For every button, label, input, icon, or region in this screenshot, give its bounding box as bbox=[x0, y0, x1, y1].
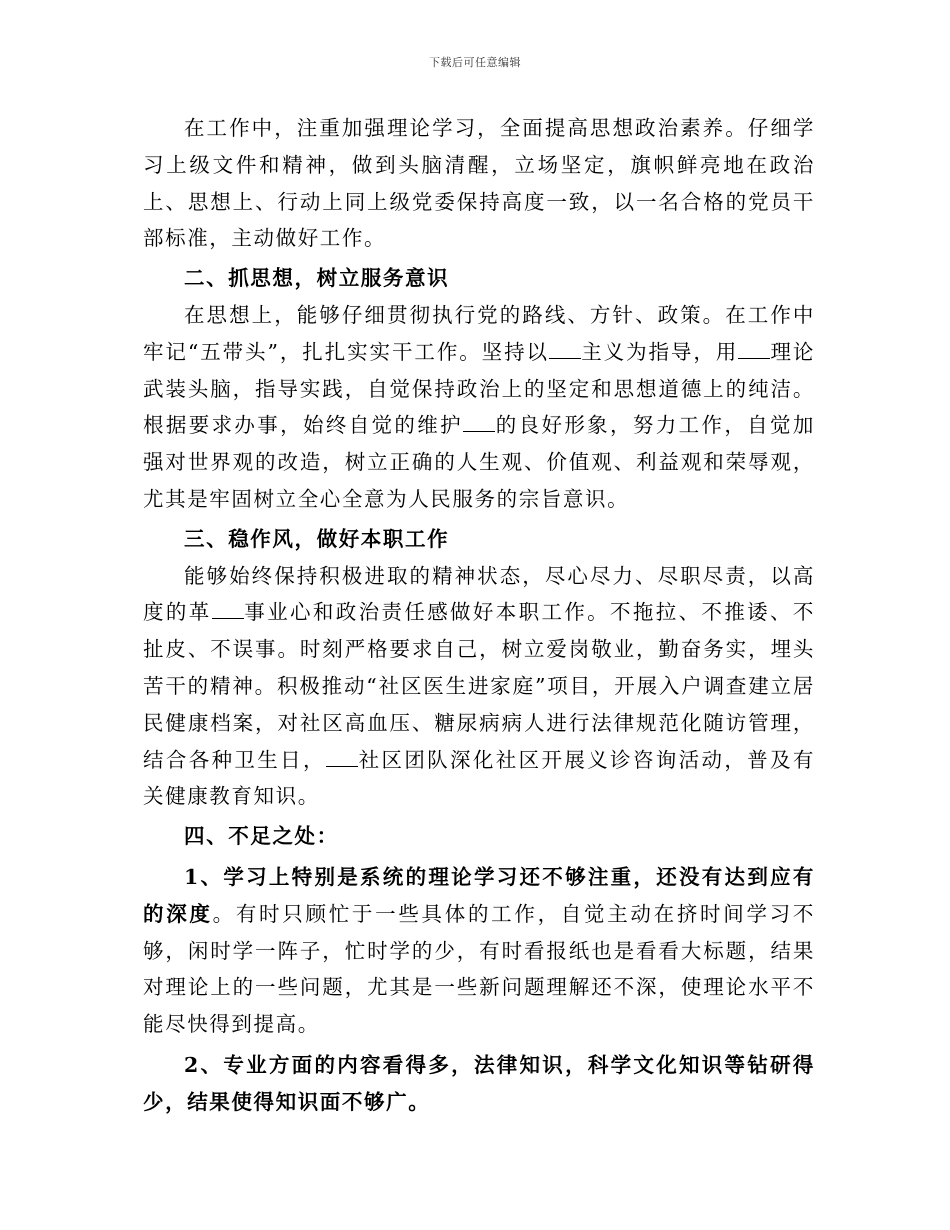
page-header-note: 下载后可任意编辑 bbox=[429, 56, 521, 69]
blank-line bbox=[549, 338, 581, 359]
paragraph-thought-part-b: 主义为指导，用 bbox=[580, 339, 739, 364]
section-heading-4: 四、不足之处： bbox=[184, 824, 339, 849]
blank-line bbox=[463, 411, 495, 432]
section-heading-3: 三、稳作风，做好本职工作 bbox=[184, 526, 450, 551]
paragraph-work-style-part-b: 事业心和政治责任感做好本职工作。不拖拉、不推诿、不扯皮、不误事。时刻严格要求自己，树立爱岗敬业，勤奋务实，埋头苦干的精神。积极推动“社区医生进家庭”项目，开展入户调查建立居民健康档案，对社区高血压、糖尿病病人进行法律规范化随访管理，结合各种卫生日， bbox=[143, 600, 815, 772]
shortcoming-1-detail: 。有时只顾忙于一些具体的工作，自觉主动在挤时间学习不够，闲时学一阵子，忙时学的少，有时看报纸也是看看大标题，结果对理论上的一些问题，尤其是一些新问题理解还不深，使理论水平不能尽快得到提高。 bbox=[143, 901, 815, 1037]
document-body bbox=[143, 110, 815, 1121]
paragraph-thought-part-d: 的良好形象，努力工作，自觉加强对世界观的改造，树立正确的人生观、价值观、利益观和荣辱观，尤其是牢固树立全心全意为人民服务的宗旨意识。 bbox=[143, 413, 815, 511]
paragraph-work-style-part-c: 社区团队深化社区开展义诊咨询活动，普及有关健康教育知识。 bbox=[143, 747, 815, 809]
shortcoming-1-lead: 1、学习上特别是系统的理论学习还不够注重，还没有达到应有的深度 bbox=[143, 864, 815, 926]
paragraph-shortcoming-2: 2、专业方面的内容看得多，法律知识，科学文化知识等钻研得少，结果使得知识面不够广。 bbox=[143, 1052, 815, 1114]
paragraph-work-style bbox=[143, 558, 815, 816]
paragraph-thought-part-a: 在思想上，能够仔细贯彻执行党的路线、方针、政策。在工作中牢记“五带头”，扎扎实实干工作。坚持以 bbox=[143, 302, 815, 364]
section-heading-2: 二、抓思想，树立服务意识 bbox=[184, 266, 450, 291]
paragraph-shortcoming-1 bbox=[143, 859, 815, 1043]
paragraph-study: 在工作中，注重加强理论学习，全面提高思想政治素养。仔细学习上级文件和精神，做到头脑清醒，立场坚定，旗帜鲜亮地在政治上、思想上、行动上同上级党委保持高度一致，以一名合格的党员干部标准，主动做好工作。 bbox=[143, 116, 815, 251]
paragraph-thought bbox=[143, 297, 815, 518]
blank-line bbox=[326, 746, 358, 767]
paragraph-work-style-part-a: 能够始终保持积极进取的精神状态，尽心尽力、尽职尽责，以高度的革 bbox=[143, 563, 815, 625]
blank-line bbox=[738, 338, 770, 359]
paragraph-thought-part-c: 理论武装头脑，指导实践，自觉保持政治上的坚定和思想道德上的纯洁。根据要求办事，始终自觉的维护 bbox=[143, 339, 816, 438]
blank-line bbox=[212, 598, 244, 619]
